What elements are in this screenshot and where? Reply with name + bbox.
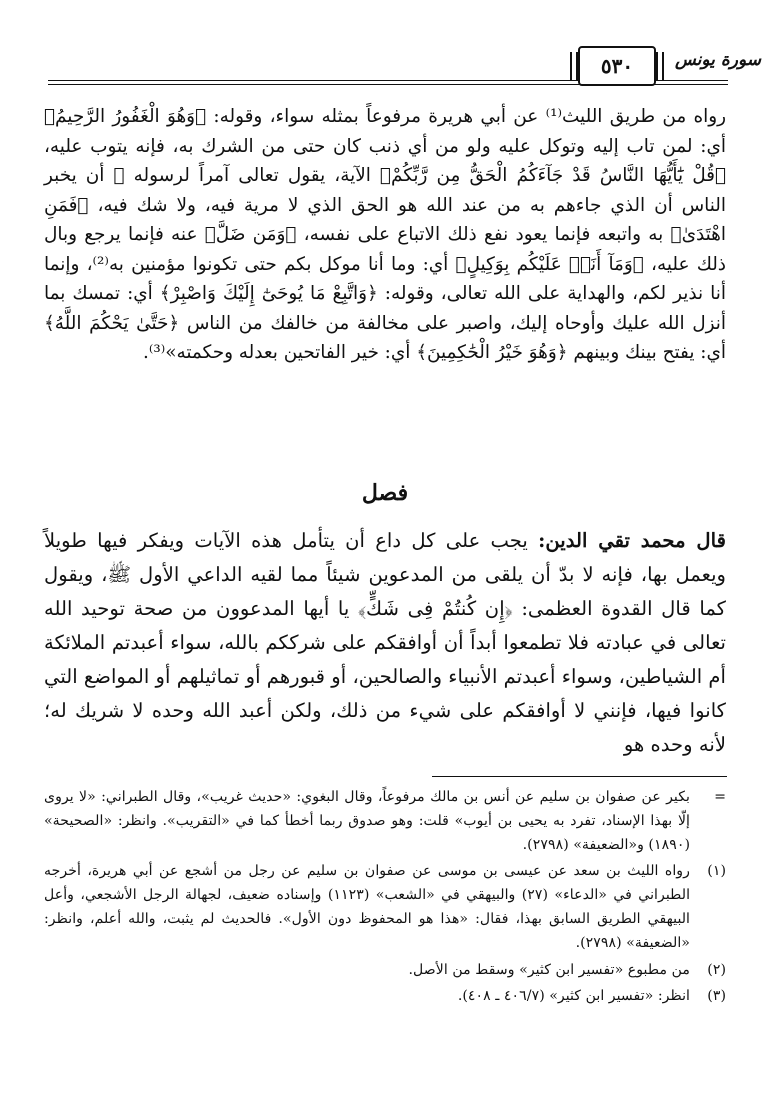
main-text-block: [44, 102, 726, 368]
footnote-marker: (٣): [707, 988, 726, 1005]
paragraph-2-text: يجب على كل داع أن يتأمل هذه الآيات ويفكر فيها طويلاً ويعمل بها، فإنه لا بدّ أن يلقى من المدعوين شيئاً مما لقيه الداعي الأول ﷺ، ويقول كما قال القدوة العظمى: ﴿إِن كُنتُمْ فِى شَكٍّ﴾ يا أيها المدعوون من صحة توحيد الله تعالى في عبادته فلا تطمعوا أبداً أن أوافقكم على شرككم بالله، سواء أعبدتم الملائكة أم الشياطين، وسواء أعبدتم الأنبياء والصالحين، أو قبورهم أو تماثيلهم أو المواضع التي كانوا فيها، فإنني لا أوافقكم على شيء من ذلك، ولكن أعبد الله وحده لا شريك له؛ لأنه وحده هو: [44, 529, 726, 756]
footnote-3: [44, 985, 726, 1009]
page-header: [48, 44, 761, 92]
footnote-text: رواه الليث بن سعد عن عيسى بن موسى عن صفوان بن سليم عن رجل من أشجع عن أبي هريرة، أخرجه الطبراني في «الدعاء» (٢٧) والبيهقي في «الشعب» (١١٢٣) وإسناده ضعيف، لجهالة الرجل الأشجعي، وأعل البيهقي الطريق السابق بهذا، فقال: «هذا هو المحفوظ دون الأول». فالحديث لم يثبت، والله أعلم، وانظر: «الضعيفة» (٢٧٩٨).: [44, 863, 691, 951]
commentary-text-block: [44, 524, 726, 762]
section-title: فصل: [361, 480, 409, 506]
footnote-1: [44, 860, 726, 955]
footnote-continued: [44, 786, 726, 857]
footnote-text: من مطبوع «تفسير ابن كثير» وسقط من الأصل.: [408, 961, 690, 978]
paragraph-1: رواه من طريق الليث⁽¹⁾ عن أبي هريرة مرفوعاً بمثله سواء، وقوله: ﴿وَهُوَ الْغَفُورُ الرَّحِيمُ﴾ أي: لمن تاب إليه وتوكل عليه ولو من أي ذنب كان حتى من الشرك به، فإنه يتوب عليه، ﴿قُلْ يَٰٓأَيُّهَا النَّاسُ قَدْ جَآءَكُمُ الْحَقُّ مِن رَّبِّكُمْ﴾ الآية، يقول تعالى آمراً لرسوله ﷺ أن يخبر الناس أن الذي جاءهم به من عند الله هو الحق الذي لا مرية فيه، ولا شك فيه، ﴿فَمَنِ اهْتَدَىٰ﴾ به واتبعه فإنما يعود نفع ذلك الاتباع على نفسه، ﴿وَمَن ضَلَّ﴾ عنه فإنما يرجع وبال ذلك عليه، ﴿وَمَآ أَنَا۠ عَلَيْكُم بِوَكِيلٍ﴾ أي: وما أنا موكل بكم حتى تكونوا مؤمنين به⁽²⁾، وإنما أنا نذير لكم، والهداية على الله تعالى، وقوله: ﴿وَاتَّبِعْ مَا يُوحَىٰٓ إِلَيْكَ وَاصْبِرْ﴾ أي: تمسك بما أنزل الله عليك وأوحاه إليك، واصبر على مخالفة من خالفك من الناس ﴿حَتَّىٰ يَحْكُمَ اللَّهُ﴾ أي: يفتح بينك وبينهم ﴿وَهُوَ خَيْرُ الْحَٰكِمِينَ﴾ أي: خير الفاتحين بعدله وحكمته»⁽³⁾.: [44, 106, 727, 363]
surah-title: سورة يونس: [675, 50, 761, 70]
footnote-marker: =: [714, 789, 726, 805]
footnote-separator: [432, 776, 727, 777]
footnotes: [44, 786, 726, 1012]
footnote-2: [44, 959, 726, 983]
footnote-marker: (٢): [707, 961, 726, 978]
footnote-marker: (١): [707, 863, 726, 880]
footnote-text: بكير عن صفوان بن سليم عن أنس بن مالك مرفوعاً، وقال البغوي: «حديث غريب»، وقال الطبراني: «لا يروى إلّا بهذا الإسناد، تفرد به يحيى بن أيوب» قلت: وهو صدوق ربما أخطأ كما في «التقريب». وانظر: «الصحيحة» (١٨٩٠) و«الضعيفة» (٢٧٩٨).: [44, 789, 690, 853]
page-number: ٥٣٠: [578, 46, 656, 86]
footnote-text: انظر: «تفسير ابن كثير» (٤٠٦/٧ ـ ٤٠٨).: [457, 988, 690, 1005]
paragraph-2: [44, 524, 726, 762]
author-lead: قال محمد تقي الدين:: [538, 529, 726, 552]
